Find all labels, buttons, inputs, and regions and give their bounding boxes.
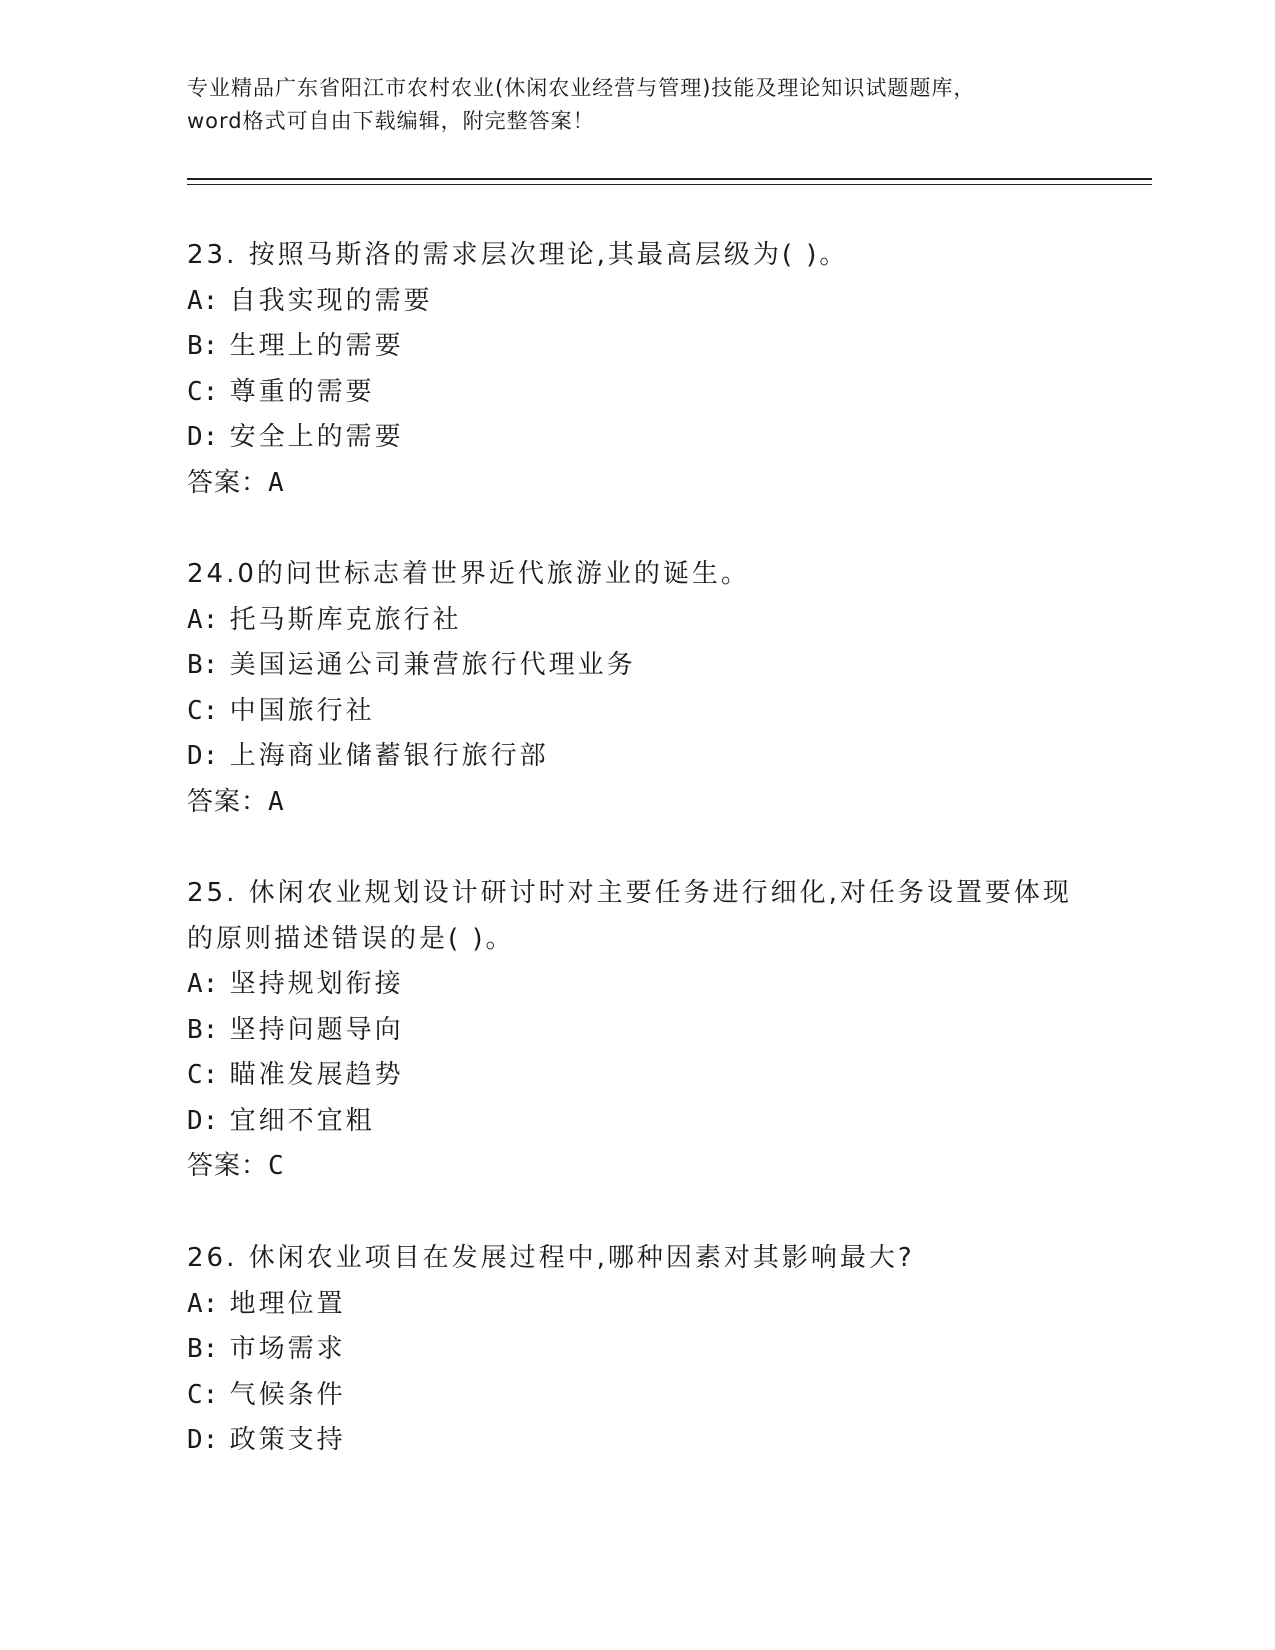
option-c <box>187 1373 1087 1419</box>
option-d <box>187 734 1087 780</box>
answer <box>187 461 1087 507</box>
option-b <box>187 324 1087 370</box>
option-letter: A: <box>187 1288 219 1319</box>
option-c <box>187 1053 1087 1099</box>
option-text: 安全上的需要 <box>229 422 404 452</box>
option-text: 市场需求 <box>229 1334 346 1364</box>
question-25 <box>187 871 1087 1190</box>
stem-line: 26. 休闲农业项目在发展过程中,哪种因素对其影响最大? <box>187 1243 915 1273</box>
option-text: 中国旅行社 <box>229 695 375 726</box>
option-text: 尊重的需要 <box>229 376 375 407</box>
answer-value: C <box>268 1151 285 1181</box>
option-text: 气候条件 <box>229 1379 346 1410</box>
stem-line: 25. 休闲农业规划设计研讨时对主要任务进行细化,对任务设置要体现 <box>187 878 1072 908</box>
option-text: 地理位置 <box>229 1288 346 1319</box>
option-letter: B: <box>187 650 219 680</box>
option-text: 坚持问题导向 <box>229 1014 404 1045</box>
question-stem <box>187 552 1087 598</box>
stem-line: 的原则描述错误的是( )。 <box>187 923 515 954</box>
question-stem <box>187 1236 1087 1282</box>
option-a <box>187 962 1087 1008</box>
option-letter: A: <box>187 285 219 316</box>
header-divider-thick <box>187 178 1152 180</box>
question-23 <box>187 233 1087 506</box>
option-text: 上海商业储蓄银行旅行部 <box>229 741 549 771</box>
option-letter: B: <box>187 1014 219 1045</box>
option-text: 宜细不宜粗 <box>229 1105 375 1136</box>
option-a <box>187 279 1087 325</box>
answer <box>187 780 1087 826</box>
question-26 <box>187 1236 1087 1464</box>
option-c <box>187 689 1087 735</box>
answer-label: 答案： <box>187 786 269 817</box>
option-c <box>187 370 1087 416</box>
option-letter: A: <box>187 969 219 999</box>
option-text: 瞄准发展趋势 <box>229 1060 404 1090</box>
question-stem <box>187 233 1087 279</box>
question-stem <box>187 871 1087 962</box>
option-letter: C: <box>187 1060 219 1090</box>
option-text: 坚持规划衔接 <box>229 969 404 999</box>
option-text: 生理上的需要 <box>229 331 404 361</box>
answer-label: 答案： <box>187 1151 269 1181</box>
option-text: 自我实现的需要 <box>229 285 433 316</box>
option-text: 美国运通公司兼营旅行代理业务 <box>229 650 636 680</box>
option-letter: B: <box>187 331 219 361</box>
option-b <box>187 1008 1087 1054</box>
option-a <box>187 598 1087 644</box>
option-b <box>187 643 1087 689</box>
answer-value: A <box>268 467 285 498</box>
option-letter: B: <box>187 1334 219 1364</box>
header-divider-thin <box>187 184 1152 185</box>
option-letter: A: <box>187 604 219 635</box>
option-a <box>187 1282 1087 1328</box>
option-b <box>187 1327 1087 1373</box>
answer <box>187 1144 1087 1190</box>
stem-line: 23. 按照马斯洛的需求层次理论,其最高层级为( )。 <box>187 240 849 270</box>
answer-value: A <box>268 786 285 817</box>
option-letter: C: <box>187 695 219 726</box>
answer-label: 答案： <box>187 467 269 498</box>
header-line-2: word格式可自由下载编辑，附完整答案！ <box>187 109 595 133</box>
option-d <box>187 415 1087 461</box>
header-line-1: 专业精品广东省阳江市农村农业(休闲农业经营与管理)技能及理论知识试题题库， <box>187 76 976 100</box>
option-d <box>187 1418 1087 1464</box>
option-text: 托马斯库克旅行社 <box>229 604 462 635</box>
question-24 <box>187 552 1087 825</box>
document-header <box>187 72 1087 138</box>
option-letter: C: <box>187 376 219 407</box>
option-letter: D: <box>187 741 219 771</box>
option-text: 政策支持 <box>229 1425 346 1455</box>
option-letter: D: <box>187 1105 219 1136</box>
option-d <box>187 1099 1087 1145</box>
option-letter: C: <box>187 1379 219 1410</box>
stem-line: 24.0的问世标志着世界近代旅游业的诞生。 <box>187 559 750 589</box>
option-letter: D: <box>187 1425 219 1455</box>
option-letter: D: <box>187 422 219 452</box>
